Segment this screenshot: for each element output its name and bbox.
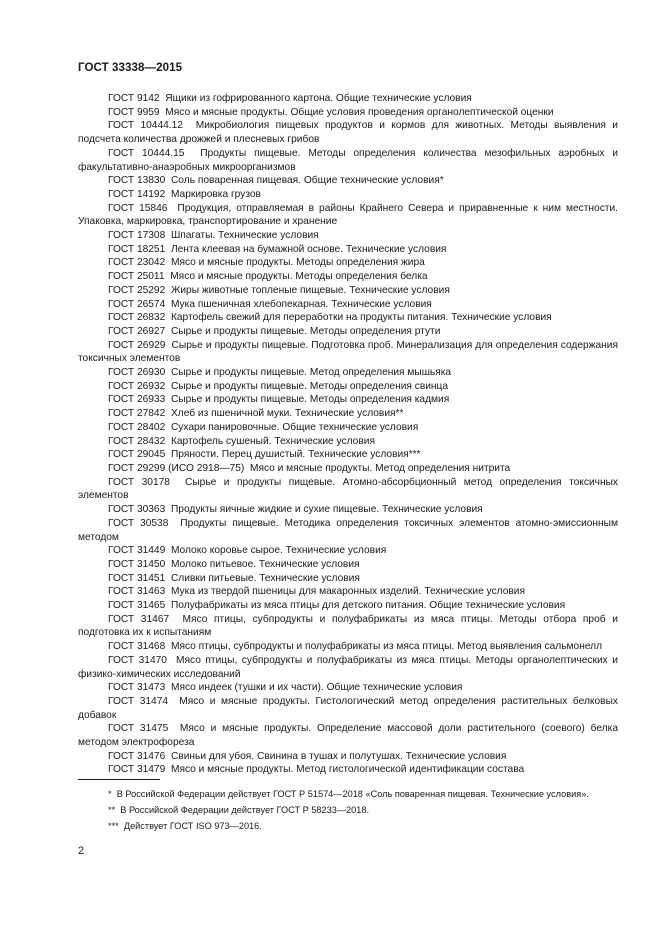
reference-code: ГОСТ 26932 [108, 380, 166, 392]
reference-code: ГОСТ 17308 [108, 230, 166, 242]
reference-code: ГОСТ 9142 [108, 93, 160, 104]
footnote-mark: * [108, 789, 112, 799]
document-header: ГОСТ 33338—2015 [78, 62, 183, 74]
reference-title: Сухари панировочные. Общие технические условия [170, 421, 419, 433]
reference-title: Мясо и мясные продукты. Методы определения жира [170, 257, 425, 269]
reference-title: Сырье и продукты пищевые. Атомно-абсорбционный метод определения токсичных элементов [78, 476, 618, 502]
reference-code: ГОСТ 31465 [108, 600, 166, 612]
reference-title: Молоко питьевое. Технические условия [170, 558, 360, 570]
footnote-mark: *** [108, 821, 119, 832]
reference-code: ГОСТ 31463 [108, 586, 166, 598]
footnotes [78, 788, 614, 837]
reference-title: Продукты пищевые. Методы определения количества мезофильных аэробных и факультативно-анаэробных микроорганизмов [78, 147, 618, 173]
reference-code: ГОСТ 28432 [108, 435, 166, 447]
reference-title: Продукты пищевые. Методика определения токсичных элементов атомно-эмиссионным методом [78, 517, 618, 543]
reference-entry [78, 92, 618, 106]
reference-entry [78, 229, 618, 243]
reference-entry [78, 188, 618, 202]
reference-entry [78, 476, 618, 503]
reference-entry [78, 654, 618, 681]
reference-entry [78, 517, 618, 544]
reference-entry [78, 284, 618, 298]
footnote-text: В Российской Федерации действует ГОСТ Р 51574—2018 «Соль поваренная пищевая. Технические условия». [116, 789, 589, 799]
reference-title: Сырье и продукты пищевые. Методы определения кадмия [170, 394, 450, 406]
reference-code: ГОСТ 15846 [108, 202, 168, 214]
reference-entry [78, 421, 618, 435]
reference-title: Жиры животные топленые пищевые. Технические условия [170, 284, 450, 296]
reference-entry [78, 174, 618, 188]
footnote-text: Действует ГОСТ ISO 973—2016. [123, 821, 262, 832]
reference-entry [78, 119, 618, 146]
reference-code: ГОСТ 13830 [108, 175, 166, 187]
reference-code: ГОСТ 31473 [108, 682, 166, 694]
reference-code: ГОСТ 31476 [108, 750, 166, 762]
reference-entry [78, 366, 618, 380]
reference-title: Сливки питьевые. Технические условия [170, 572, 360, 584]
footnote [78, 820, 614, 832]
reference-title: Мука из твердой пшеницы для макаронных изделий. Технические условия [170, 586, 525, 598]
reference-title: Сырье и продукты пищевые. Методы определения свинца [170, 380, 449, 392]
reference-code: ГОСТ 31474 [108, 695, 169, 707]
reference-code: ГОСТ 30538 [108, 517, 169, 529]
reference-code: ГОСТ 29299 (ИСО 2918—75) [108, 462, 245, 474]
reference-entry [78, 311, 618, 325]
reference-code: ГОСТ 18251 [108, 243, 166, 255]
reference-code: ГОСТ 26832 [108, 312, 166, 324]
reference-title: Пряности. Перец душистый. Технические условия*** [170, 449, 421, 461]
footnote-mark: ** [108, 805, 116, 816]
reference-code: ГОСТ 10444.15 [108, 147, 185, 159]
footnote-divider [78, 779, 160, 780]
reference-entry [78, 558, 618, 572]
reference-entry [78, 462, 618, 476]
reference-title: Молоко коровье сырое. Технические условия [170, 545, 387, 557]
reference-title: Мясо и мясные продукты. Общие условия проведения органолептической оценки [165, 106, 554, 118]
reference-code: ГОСТ 26574 [108, 298, 166, 310]
reference-entry [78, 435, 618, 449]
reference-code: ГОСТ 26927 [108, 325, 166, 337]
reference-title: Картофель сушеный. Технические условия [170, 435, 375, 447]
reference-title: Лента клеевая на бумажной основе. Технические условия [170, 243, 447, 255]
reference-code: ГОСТ 31449 [108, 545, 166, 557]
reference-entry [78, 695, 618, 722]
reference-entry [78, 256, 618, 270]
reference-title: Сырье и продукты пищевые. Метод определения мышьяка [170, 367, 452, 379]
footnote-text: В Российской Федерации действует ГОСТ Р 58233—2018. [120, 805, 370, 816]
reference-entry [78, 106, 618, 120]
reference-entry [78, 202, 618, 229]
reference-title: Мясо и мясные продукты. Метод гистологической идентификации состава [170, 764, 525, 776]
reference-entry [78, 243, 618, 257]
reference-entry [78, 325, 618, 339]
reference-entry [78, 681, 618, 695]
reference-entry [78, 393, 618, 407]
reference-code: ГОСТ 31470 [108, 654, 167, 666]
reference-title: Полуфабрикаты из мяса птицы для детского питания. Общие технические условия [170, 600, 566, 612]
reference-code: ГОСТ 26933 [108, 394, 166, 406]
reference-title: Мясо и мясные продукты. Гистологический метод определения растительных белковых добавок [78, 695, 618, 721]
reference-entry [78, 599, 618, 613]
reference-code: ГОСТ 31468 [108, 641, 166, 653]
reference-entry [78, 640, 618, 654]
reference-code: ГОСТ 31450 [108, 558, 166, 570]
reference-entry [78, 544, 618, 558]
reference-code: ГОСТ 29045 [108, 449, 166, 461]
reference-entry [78, 380, 618, 394]
footnote [78, 804, 614, 816]
reference-entry [78, 750, 618, 764]
reference-title: Хлеб из пшеничной муки. Технические условия** [170, 408, 404, 420]
reference-code: ГОСТ 31475 [108, 723, 169, 735]
reference-title: Ящики из гофрированного картона. Общие технические условия [165, 93, 472, 104]
reference-code: ГОСТ 28402 [108, 421, 166, 433]
reference-title: Мясо птицы, субпродукты и полуфабрикаты из мяса птицы. Метод выявления сальмонелл [170, 641, 603, 653]
reference-entry [78, 270, 618, 284]
reference-code: ГОСТ 14192 [108, 188, 166, 200]
reference-entry [78, 613, 618, 640]
reference-code: ГОСТ 27842 [108, 408, 166, 420]
reference-code: ГОСТ 31479 [108, 764, 166, 776]
reference-code: ГОСТ 31467 [108, 613, 170, 625]
reference-entry [78, 503, 618, 517]
reference-code: ГОСТ 31451 [108, 572, 166, 584]
reference-entry [78, 585, 618, 599]
reference-title: Свиньи для убоя. Свинина в тушах и полутушах. Технические условия [170, 750, 507, 762]
reference-entry [78, 572, 618, 586]
reference-code: ГОСТ 25011 [108, 271, 165, 283]
reference-title: Картофель свежий для переработки на продукты питания. Технические условия [170, 312, 552, 324]
normative-references-list [78, 92, 618, 777]
reference-title: Шпагаты. Технические условия [170, 230, 319, 242]
reference-entry [78, 407, 618, 421]
reference-title: Мясо индеек (тушки и их части). Общие технические условия [170, 682, 463, 694]
reference-code: ГОСТ 10444.12 [108, 120, 183, 132]
reference-title: Микробиология пищевых продуктов и кормов для животных. Методы выявления и подсчета количества дрожжей и плесневых грибов [78, 120, 618, 146]
reference-entry [78, 298, 618, 312]
reference-entry [78, 339, 618, 366]
reference-entry [78, 448, 618, 462]
reference-title: Маркировка грузов [170, 188, 261, 200]
reference-title: Мясо и мясные продукты. Определение массовой доли растительного (соевого) белка методом электрофореза [78, 723, 618, 749]
reference-entry [78, 722, 618, 749]
reference-title: Продукты яичные жидкие и сухие пищевые. Технические условия [170, 504, 483, 516]
reference-code: ГОСТ 30363 [108, 504, 166, 516]
reference-title: Сырье и продукты пищевые. Методы определения ртути [170, 325, 441, 337]
reference-code: ГОСТ 26930 [108, 367, 166, 379]
reference-title: Мясо птицы, субпродукты и полуфабрикаты из мяса птицы. Методы органолептических и физико-химических исследований [78, 654, 618, 680]
reference-code: ГОСТ 26929 [108, 339, 166, 351]
reference-entry [78, 763, 618, 777]
reference-code: ГОСТ 30178 [108, 476, 170, 488]
reference-entry [78, 147, 618, 174]
reference-code: ГОСТ 25292 [108, 284, 166, 296]
reference-code: ГОСТ 23042 [108, 257, 166, 269]
reference-title: Сырье и продукты пищевые. Подготовка проб. Минерализация для определения содержания токсичных элементов [78, 339, 618, 365]
reference-title: Мука пшеничная хлебопекарная. Технические условия [170, 298, 432, 310]
reference-title: Соль поваренная пищевая. Общие технические условия* [170, 175, 444, 187]
page-number: 2 [78, 845, 85, 857]
reference-title: Мясо и мясные продукты. Метод определения нитрита [249, 462, 511, 474]
reference-code: ГОСТ 9959 [108, 106, 160, 118]
footnote [78, 788, 614, 800]
reference-title: Мясо и мясные продукты. Методы определения белка [170, 271, 428, 283]
reference-title: Мясо птицы, субпродукты и полуфабрикаты из мяса птицы. Методы отбора проб и подготовка их к испытаниям [78, 613, 618, 639]
reference-title: Продукция, отправляемая в районы Крайнего Севера и приравненные к ним местности. Упаковка, маркировка, транспортирование и хранение [78, 202, 618, 228]
